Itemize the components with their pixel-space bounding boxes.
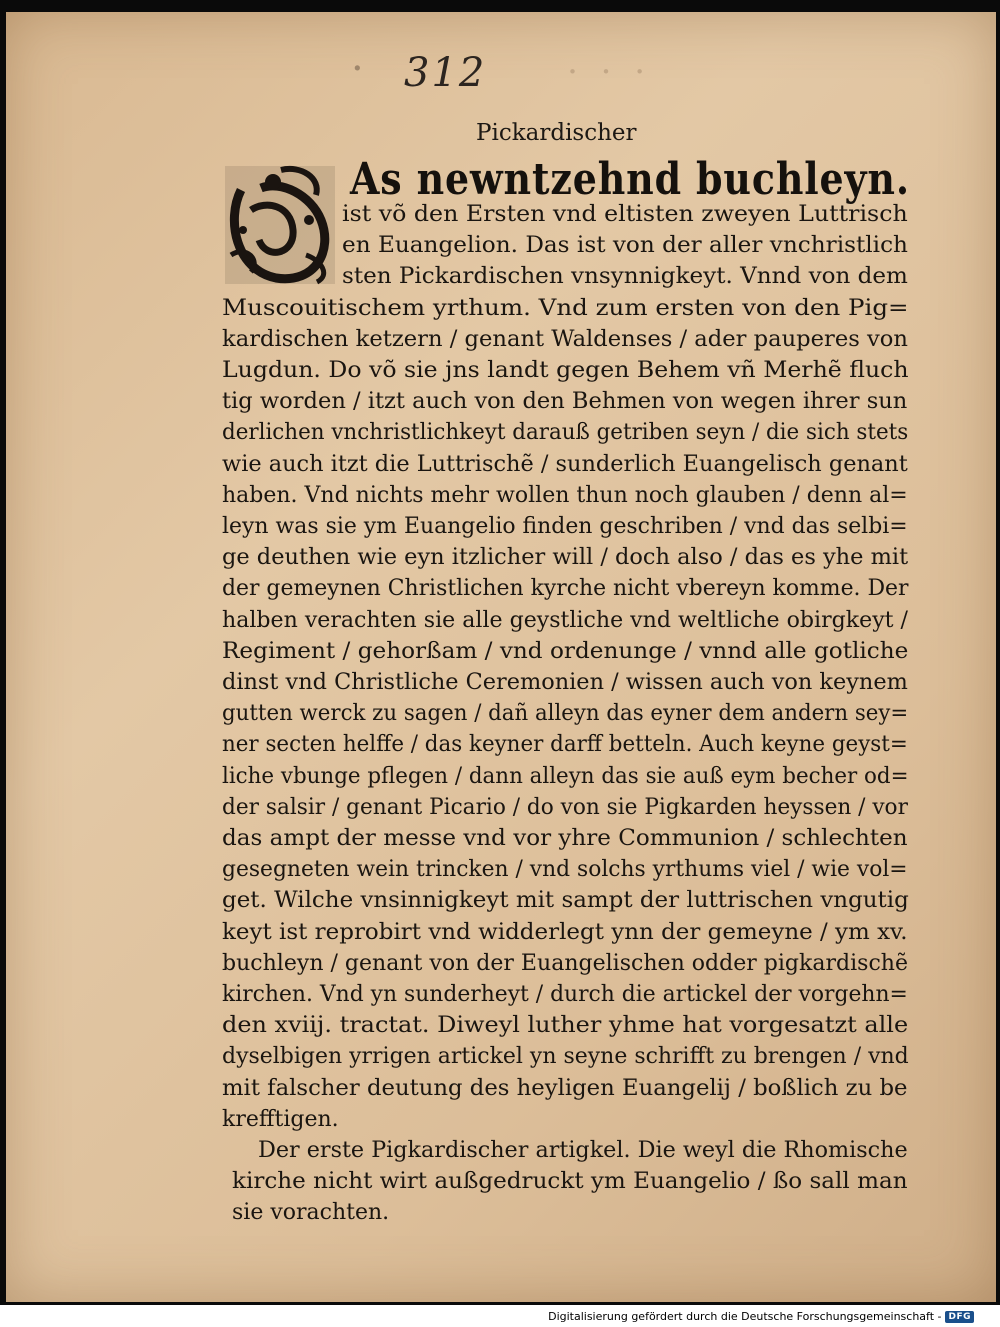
text-line: sten Pickardischen vnsynnigkeyt. Vnnd von dem bbox=[342, 264, 908, 290]
text-line: kardischen ketzern / genant Waldenses / ader pauperes von bbox=[222, 326, 908, 352]
text-line: mit falscher deutung des heyligen Euangelij / boßlich zu be bbox=[222, 1075, 908, 1101]
text-line: halben verachten sie alle geystliche vnd weltliche obirgkeyt / bbox=[222, 607, 908, 633]
text-line: ge deuthen wie eyn itzlicher will / doch also / das es yhe mit bbox=[222, 545, 909, 571]
text-line: kirche nicht wirt außgedruckt ym Euangelio / ßo sall man bbox=[232, 1169, 908, 1195]
text-line: Regiment / gehorßam / vnd ordenunge / vnnd alle gotliche bbox=[222, 638, 909, 664]
text-line: gesegneten wein trincken / vnd solchs yrthums viel / wie vol= bbox=[222, 857, 908, 883]
text-line: krefftigen. bbox=[222, 1106, 339, 1132]
text-line: sie vorachten. bbox=[232, 1200, 390, 1226]
text-line: kirchen. Vnd yn sunderheyt / durch die artickel der vorgehn= bbox=[222, 982, 908, 1007]
text-line: ner secten helffe / das keyner darff betteln. Auch keyne geyst= bbox=[222, 732, 908, 758]
chapter-heading: As newntzehnd buchleyn. bbox=[350, 154, 910, 205]
text-line: dinst vnd Christliche Ceremonien / wissen auch von keynem bbox=[222, 670, 908, 695]
decorated-initial bbox=[221, 160, 339, 290]
text-line: derlichen vnchristlichkeyt darauß getriben seyn / die sich stets bbox=[222, 420, 909, 446]
text-line: der salsir / genant Picario / do von sie Pigkarden heyssen / vor bbox=[222, 794, 908, 820]
text-line: dyselbigen yrrigen artickel yn seyne schrifft zu brengen / vnd bbox=[222, 1044, 909, 1070]
text-line: get. Wilche vnsinnigkeyt mit sampt der luttrischen vngutig bbox=[222, 888, 909, 914]
text-line: der gemeynen Christlichen kyrche nicht vbereyn komme. Der bbox=[222, 576, 909, 602]
running-head: Pickardischer bbox=[476, 120, 637, 146]
folio-ink-marks: · bbox=[351, 46, 364, 92]
text-line: gutten werck zu sagen / dañ alleyn das eyner dem andern sey= bbox=[222, 701, 909, 727]
text-line: wie auch itzt die Luttrischẽ / sunderlich Euangelisch genant bbox=[222, 451, 908, 477]
text-line: Der erste Pigkardischer artigkel. Die weyl die Rhomische bbox=[258, 1138, 908, 1163]
text-line: leyn was sie ym Euangelio finden geschriben / vnd das selbi= bbox=[222, 514, 908, 539]
text-line: den xviij. tractat. Diweyl luther yhme hat vorgesatzt alle bbox=[222, 1013, 909, 1039]
bleed-through-marks: · · · bbox=[561, 52, 646, 92]
folio-number: 312 bbox=[404, 50, 487, 96]
text-line: keyt ist reprobirt vnd widderlegt ynn der gemeyne / ym xv. bbox=[222, 919, 908, 945]
dfg-logo: DFG bbox=[945, 1311, 974, 1323]
text-line: das ampt der messe vnd vor yhre Communion / schlechten bbox=[222, 826, 908, 851]
text-line: liche vbunge pflegen / dann alleyn das sie auß eym becher od= bbox=[222, 763, 909, 789]
text-line: Lugdun. Do võ sie jns landt gegen Behem vñ Merhẽ fluch bbox=[222, 358, 909, 383]
text-line: haben. Vnd nichts mehr wollen thun noch glauben / denn al= bbox=[222, 482, 908, 508]
footer-credit: Digitalisierung gefördert durch die Deutsche Forschungsgemeinschaft - bbox=[548, 1310, 942, 1323]
text-line: ist võ den Ersten vnd eltisten zweyen Luttrisch bbox=[342, 202, 908, 227]
text-line: buchleyn / genant von der Euangelischen odder pigkardischẽ bbox=[222, 950, 908, 976]
text-line: en Euangelion. Das ist von der aller vnchristlich bbox=[342, 233, 908, 259]
page-paper bbox=[6, 12, 996, 1302]
text-line: Muscouitischem yrthum. Vnd zum ersten von den Pig= bbox=[222, 295, 909, 321]
digitization-footer bbox=[548, 1310, 974, 1323]
text-line: tig worden / itzt auch von den Behmen von wegen ihrer sun bbox=[222, 389, 908, 415]
